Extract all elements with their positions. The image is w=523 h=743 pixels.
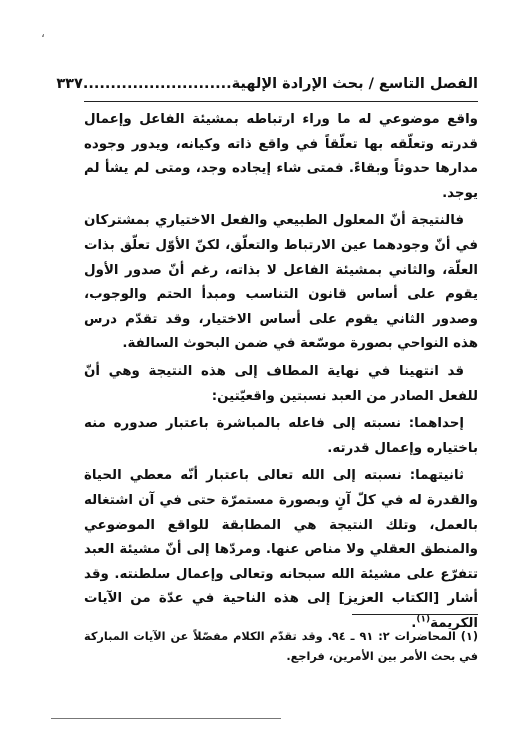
page-number: ٣٣٧ bbox=[56, 76, 83, 92]
footnote-rule bbox=[352, 614, 478, 615]
paragraph-with-footnote: ثانيتهما: نسبته إلى الله تعالى باعتبار أنّه معطي الحياة والقدرة له في كلّ آنٍ وبصورة مستمرّة حتى في آن اشتغاله بالعمل، وتلك النتيجة هي المطابقة للواقع الموضوعي والمنطق العقلي ولا مناص عنها. ومردّها إلى أنّ مشيئة العبد تتفرّع على مشيئة الله سبحانه وتعالى وإعمال سلطنته. وقد أشار [الكتاب العزيز] إلى هذه الناحية في عدّة من الآيات الكريمة$^{(١)}$. bbox=[84, 468, 478, 631]
header-dots: ........................... bbox=[82, 76, 232, 92]
paragraph: واقع موضوعي له ما وراء ارتباطه بمشيئة الفاعل وإعمال قدرته وتعلّقه بها تعلّقاً في واقع ذاته وكيانه، ويدور وجوده مدارها حدوثاً وبقاءً. فمتى شاء إيجاده وجد، ومتى لم يشأ لم يوجد. bbox=[84, 112, 478, 201]
paragraph: إحداهما: نسبته إلى فاعله بالمباشرة باعتبار صدوره منه باختياره وإعمال قدرته. bbox=[84, 416, 478, 456]
body-text bbox=[84, 108, 478, 636]
header-title: الفصل التاسع / بحث الإرادة الإلهية bbox=[231, 76, 478, 92]
header-rule bbox=[84, 101, 478, 102]
bottom-rule bbox=[51, 718, 281, 719]
footnote: (١) المحاضرات ٢: ٩١ ـ ٩٤. وقد تقدّم الكلام مفصّلاً عن الآيات المباركة في بحث الأمر بين الأمرين، فراجع. bbox=[84, 630, 478, 663]
corner-mark: ، bbox=[41, 26, 45, 40]
paragraph-text: ثانيتهما: نسبته إلى الله تعالى باعتبار أنّه معطي الحياة والقدرة له في كلّ آنٍ وبصورة مستمرّة حتى في آن اشتغاله بالعمل، وتلك النتيجة هي المطابقة للواقع الموضوعي والمنطق العقلي ولا مناص عنها. ومردّها إلى أنّ مشيئة العبد تتفرّع على مشيئة الله سبحانه وتعالى وإعمال سلطنته. وقد أشار [الكتاب العزيز] إلى هذه الناحية في عدّة من الآيات الكريمة bbox=[84, 468, 478, 631]
paragraph: قد انتهينا في نهاية المطاف إلى هذه النتيجة وهي أنّ للفعل الصادر من العبد نسبتين واقعيّتين: bbox=[84, 363, 478, 404]
footnote-marker[interactable]: (١) bbox=[416, 614, 431, 625]
running-header bbox=[56, 76, 478, 92]
paragraph: فالنتيجة أنّ المعلول الطبيعي والفعل الاختياري بمشتركان في أنّ وجودهما عين الارتباط والتعلّق، لكنّ الأوّل تعلّق بذات العلّة، والثاني بمشيئة الفاعل لا بذاته، رغم أنّ صدور الأول يقوم على أساس قانون التناسب ومبدأ الحتم والوجوب، وصدور الثاني يقوم على أساس الاختيار، وقد تقدّم درس هذه النواحي بصورة موسّعة في ضمن البحوث السالفة. bbox=[84, 213, 478, 352]
